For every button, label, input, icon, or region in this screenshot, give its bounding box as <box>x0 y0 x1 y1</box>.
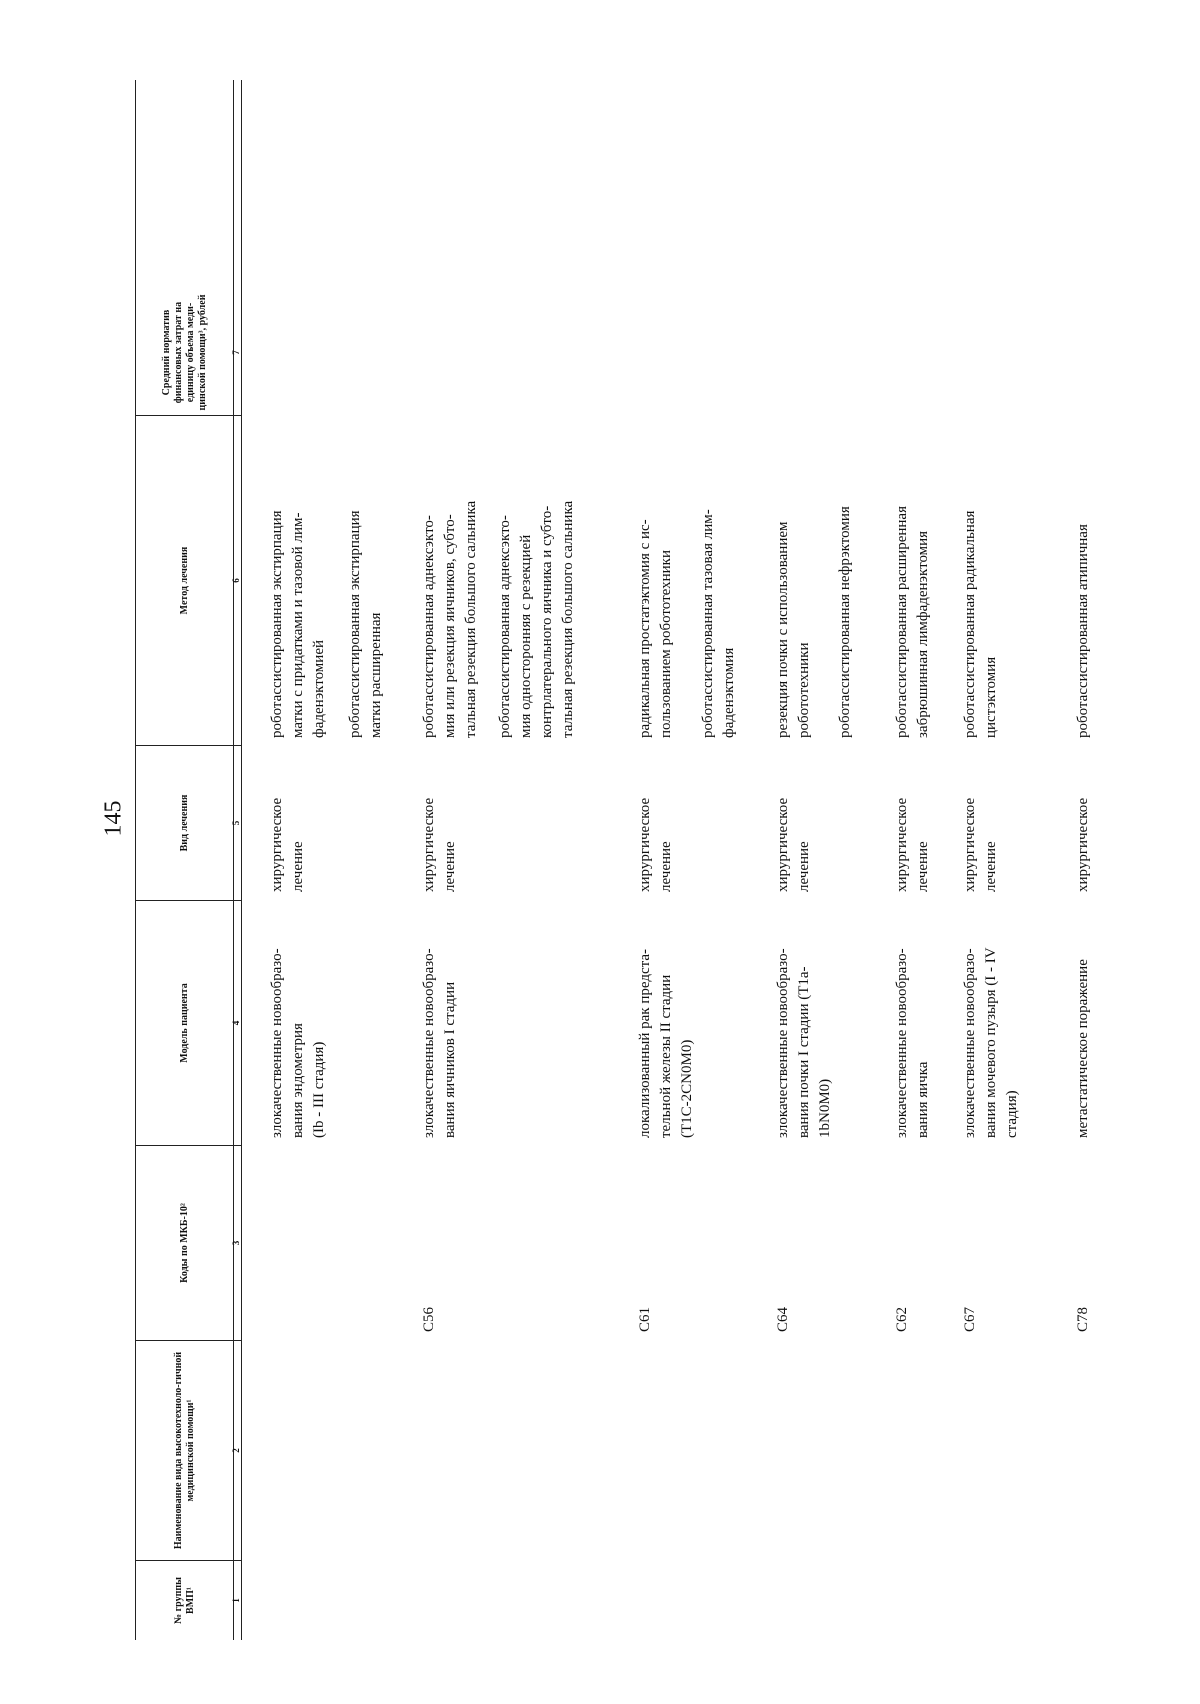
row-1-method-1: роботассистированная аднексэкто- мия односторонняя с резекцией контрлатерального яичника и субто- тальная резекция большого сальника <box>497 500 576 738</box>
col-number-4: 4 <box>232 900 241 1145</box>
header-icd-codes: Коды по МКБ-10² <box>136 1145 233 1340</box>
row-1-code: C56 <box>421 1306 437 1332</box>
row-4-treatment: хирургическое лечение <box>894 797 931 892</box>
row-5-code: C67 <box>962 1306 978 1332</box>
row-3-code: C64 <box>775 1306 791 1332</box>
col-number-6: 6 <box>232 415 241 745</box>
row-6-treatment: хирургическое <box>1075 797 1091 892</box>
row-2-code: C61 <box>637 1306 653 1332</box>
col-number-1: 1 <box>232 1560 241 1640</box>
header-cost-norm: Средний норматив финансовых затрат на единицу объема меди-цинской помощи³, рублей <box>160 294 208 411</box>
row-4-model: злокачественные новообразо- вания яичка <box>894 948 931 1138</box>
row-4-code: C62 <box>894 1306 910 1332</box>
header-treatment-type: Вид лечения <box>136 745 233 900</box>
col-number-5: 5 <box>232 745 241 900</box>
row-6-model: метастатическое поражение <box>1075 959 1091 1138</box>
column-numbers-row <box>232 80 242 1640</box>
header-treatment-method: Метод лечения <box>136 415 233 745</box>
row-2-model: локализованный рак предста- тельной железы II стадии (T1C-2CN0M0) <box>637 948 695 1138</box>
row-2-method-1: роботассистированная тазовая лим- фаденэктомия <box>700 509 737 738</box>
header-vmp-name: Наименование вида высокотехноло-гичной медицинской помощи¹ <box>136 1340 233 1560</box>
medical-table <box>135 80 1200 1640</box>
row-2-method-0: радикальная простатэктомия с ис- пользованием робототехники <box>637 519 674 738</box>
header-patient-model: Модель пациента <box>136 900 233 1145</box>
row-6-method-0: роботассистированная атипичная <box>1075 524 1091 738</box>
row-3-method-0: резекция почки с использованием робототехники <box>775 521 812 738</box>
row-1-method-0: роботассистированная аднексэкто- мия или резекция яичников, субто- тальная резекция большого сальника <box>421 500 479 738</box>
header-group-number: № группы ВМП¹ <box>136 1560 233 1640</box>
col-number-3: 3 <box>232 1145 241 1340</box>
page-number: 145 <box>100 800 127 837</box>
row-0-treatment: хирургическое лечение <box>269 797 306 892</box>
row-4-method-0: роботассистированная расширенная забрюшинная лимфаденэктомия <box>894 506 931 738</box>
row-3-model: злокачественные новообразо- вания почки I стадии (T1a- 1bN0M0) <box>775 948 833 1138</box>
row-5-method-0: роботассистированная радикальная цистэктомия <box>962 510 999 738</box>
row-1-treatment: хирургическое лечение <box>421 797 458 892</box>
row-0-model: злокачественные новообразо- вания эндометрия (Ib - III стадия) <box>269 948 327 1138</box>
row-3-method-1: роботассистированная нефрэктомия <box>837 506 853 738</box>
row-5-model: злокачественные новообразо- вания мочевого пузыря (I - IV стадия) <box>962 947 1020 1138</box>
row-2-treatment: хирургическое лечение <box>637 797 674 892</box>
col-number-2: 2 <box>232 1340 241 1560</box>
row-1-model: злокачественные новообразо- вания яичников I стадии <box>421 948 458 1138</box>
row-3-treatment: хирургическое лечение <box>775 797 812 892</box>
row-6-code: C78 <box>1075 1306 1091 1332</box>
row-5-treatment: хирургическое лечение <box>962 797 999 892</box>
row-0-method-1: роботассистированная экстирпация матки расширенная <box>347 510 384 738</box>
table-header <box>135 80 234 1640</box>
row-0-method-0: роботассистированная экстирпация матки с придатками и тазовой лим- фаденэктомией <box>269 510 327 738</box>
col-number-7: 7 <box>231 350 241 355</box>
